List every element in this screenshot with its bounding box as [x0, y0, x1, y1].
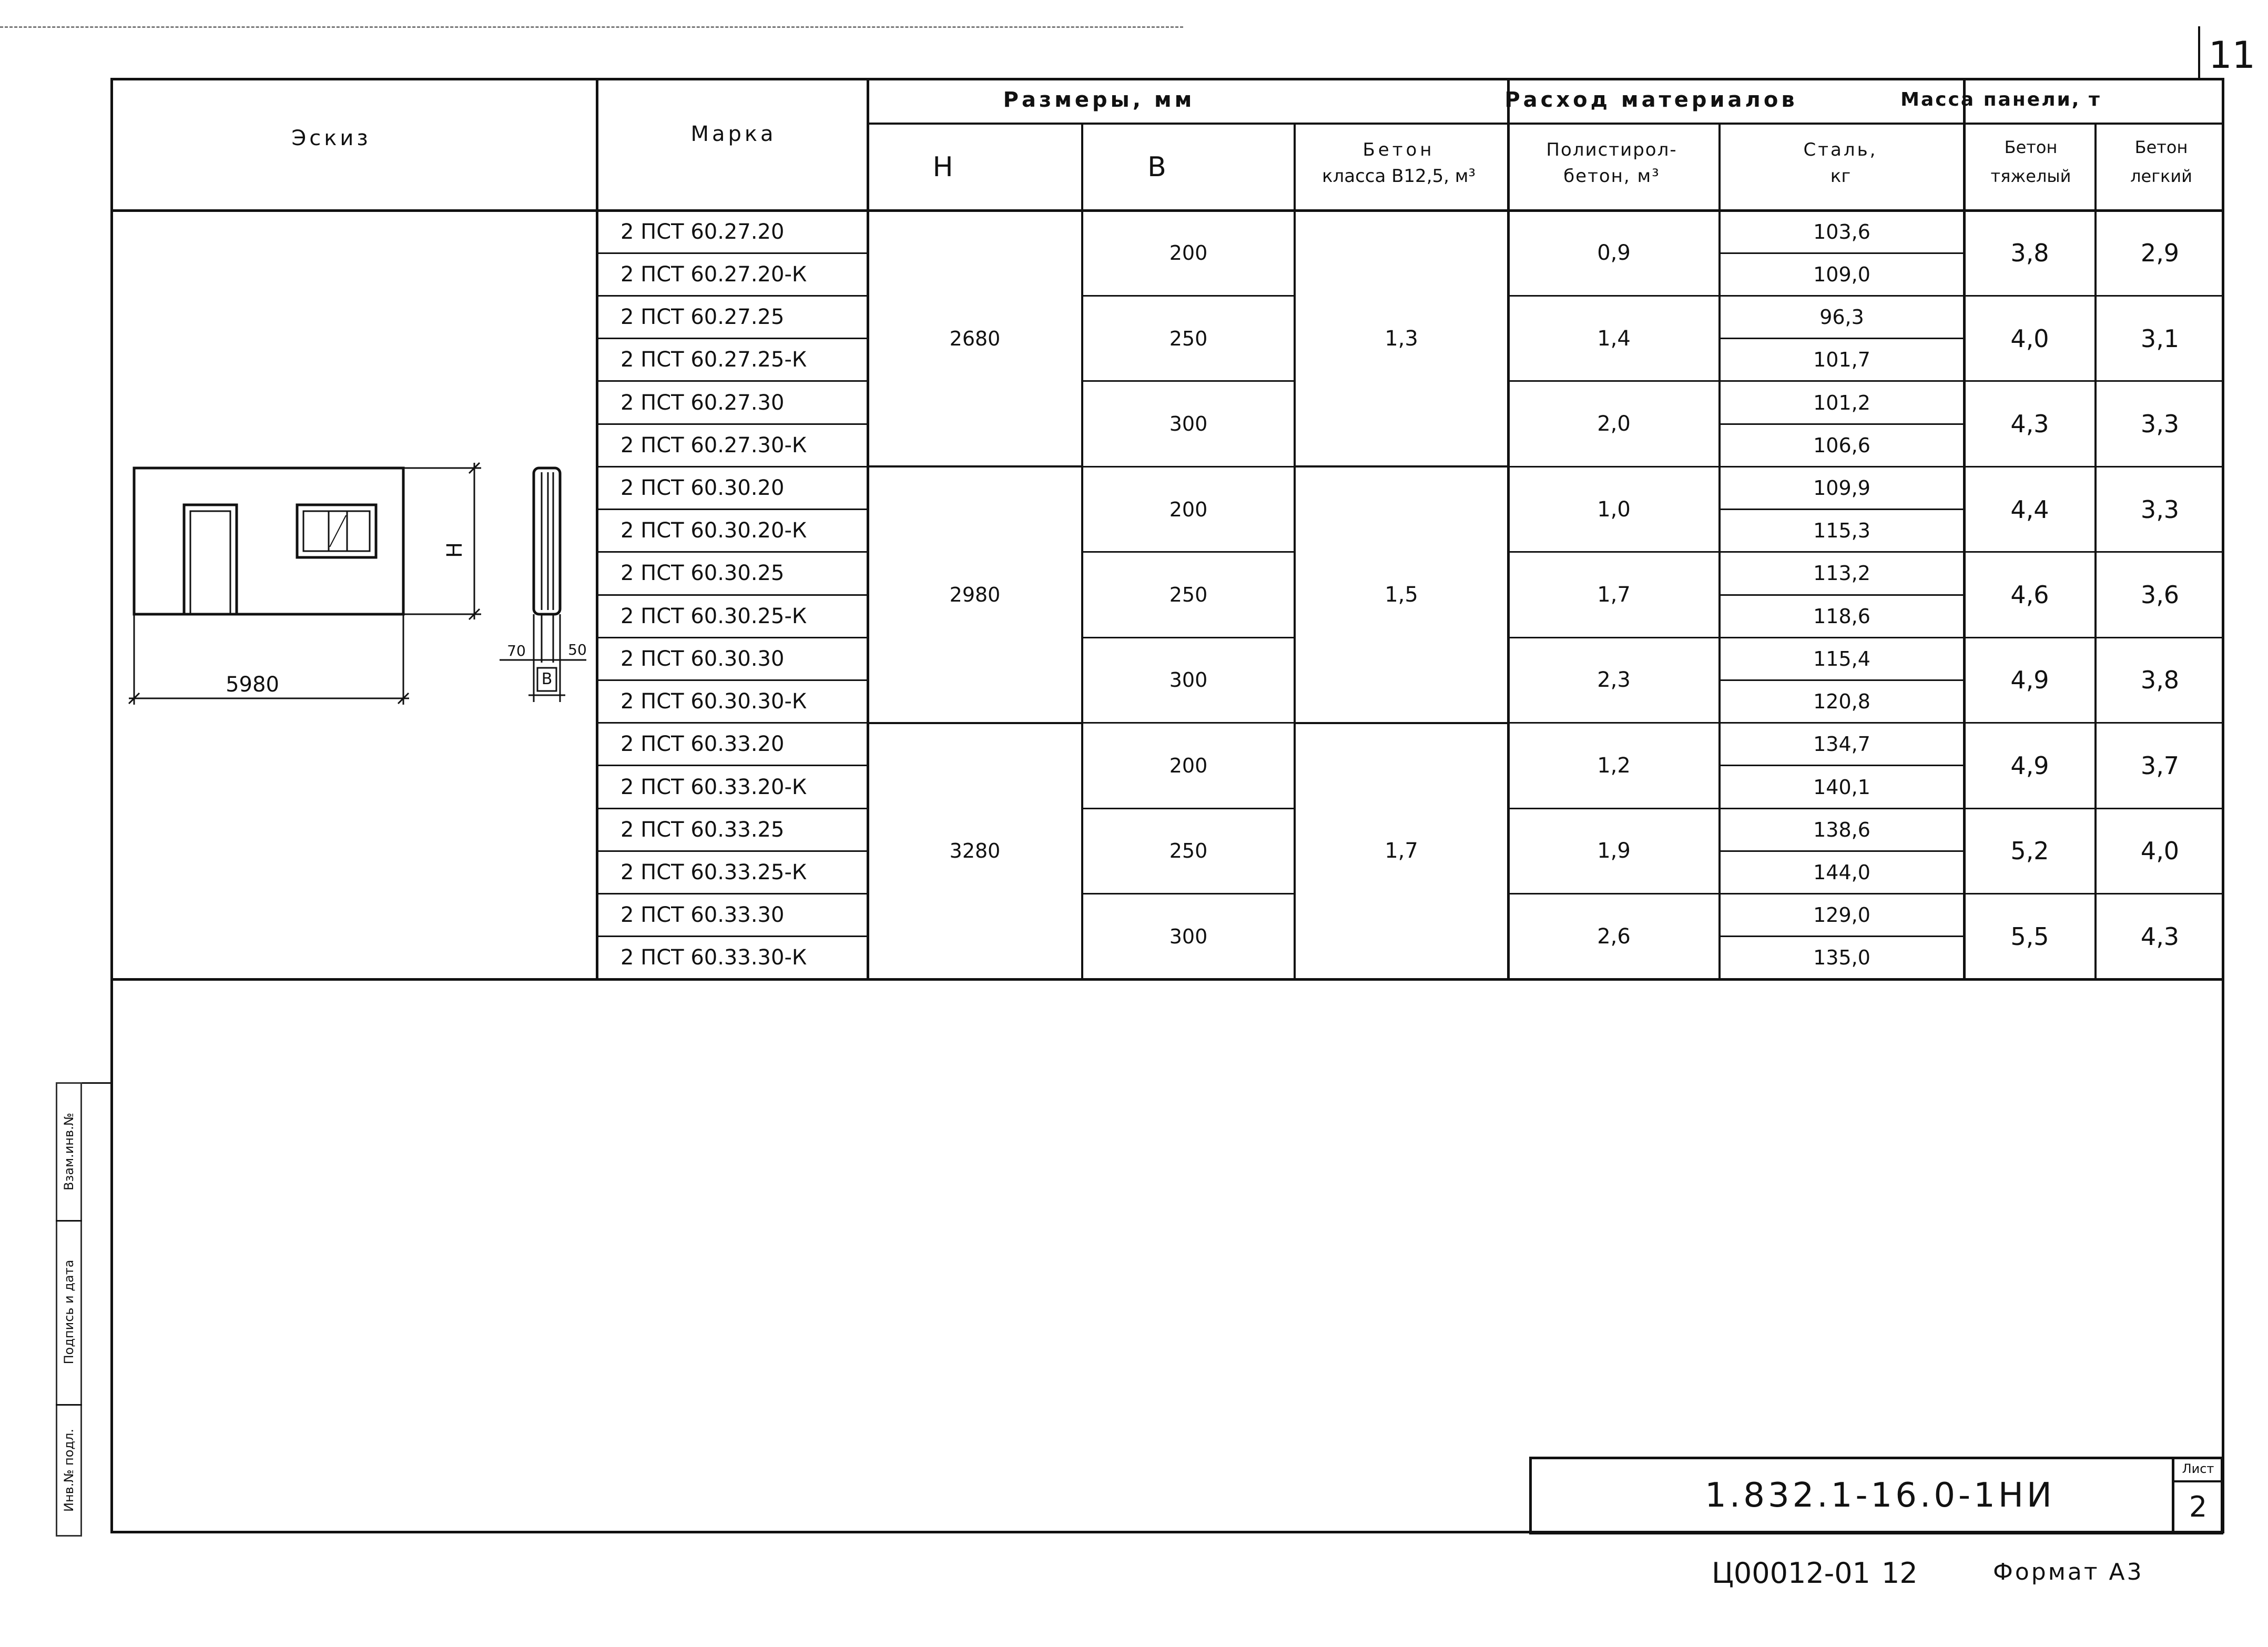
mass-light-cell: 3,1	[2140, 324, 2180, 353]
side-stamp-replace-inv: Взам.инв.№	[62, 1113, 76, 1191]
height-cell: 3280	[949, 839, 1001, 863]
group-line	[1082, 637, 1295, 638]
side-stamp-signature-date: Подпись и дата	[62, 1259, 76, 1365]
window-inner	[303, 511, 370, 551]
sketch-thickness-label: В	[541, 670, 553, 688]
row-line	[1720, 808, 1964, 809]
sheet-corner-number: 11	[2209, 34, 2256, 77]
mark-cell: 2 ПСТ 60.33.20-К	[621, 775, 807, 799]
header-steel-2: кг	[1830, 166, 1851, 187]
mark-cell: 2 ПСТ 60.27.30	[621, 390, 785, 415]
header-light-1: Бетон	[2134, 137, 2188, 157]
header-bottom-line	[110, 209, 2224, 212]
height-cell: 2680	[949, 327, 1001, 350]
row-line	[597, 423, 868, 425]
group-line	[1508, 295, 1720, 297]
mark-cell: 2 ПСТ 60.33.25	[621, 817, 785, 842]
header-consumption: Расход материалов	[1504, 88, 1798, 112]
mark-cell: 2 ПСТ 60.27.20-К	[621, 262, 807, 287]
row-line	[597, 893, 868, 894]
row-line	[1720, 850, 1964, 852]
header-dim-b: В	[1147, 151, 1166, 183]
mass-heavy-cell: 4,9	[2010, 666, 2049, 695]
thickness-cell: 250	[1169, 839, 1208, 863]
paper-format: Формат А3	[1993, 1559, 2144, 1585]
row-line	[597, 637, 868, 638]
row-line	[1720, 679, 1964, 681]
mark-cell: 2 ПСТ 60.27.25	[621, 305, 785, 330]
row-line	[1720, 338, 1964, 339]
steel-cell: 103,6	[1813, 220, 1870, 243]
group-line	[1508, 637, 1720, 638]
row-line	[597, 765, 868, 766]
panel-outline	[134, 468, 403, 614]
row-line	[1720, 509, 1964, 510]
sketch-left-offset: 70	[507, 642, 526, 659]
sketch-right-offset: 50	[568, 641, 587, 658]
steel-cell: 115,4	[1813, 647, 1870, 670]
header-concrete-1: Бетон	[1362, 139, 1435, 160]
steel-cell: 120,8	[1813, 690, 1870, 714]
header-dimensions: Размеры, мм	[1003, 88, 1195, 112]
height-cell: 2980	[949, 583, 1001, 606]
row-line	[597, 679, 868, 681]
polystyrene-cell: 2,3	[1597, 668, 1631, 693]
row-line	[1720, 551, 1964, 553]
steel-cell: 101,7	[1813, 348, 1870, 372]
group-line	[1964, 808, 2224, 809]
mass-heavy-cell: 3,8	[2010, 239, 2049, 268]
column-divider	[1507, 78, 1510, 979]
polystyrene-cell: 1,9	[1597, 839, 1631, 863]
row-line	[1720, 466, 1964, 467]
steel-cell: 109,0	[1813, 262, 1870, 286]
mass-heavy-cell: 5,2	[2010, 837, 2049, 866]
thickness-cell: 200	[1169, 754, 1208, 777]
document-code: 1.832.1-16.0-1НИ	[1705, 1476, 2055, 1515]
mass-heavy-cell: 4,3	[2010, 410, 2049, 439]
mass-light-cell: 4,0	[2140, 837, 2180, 866]
steel-cell: 140,1	[1813, 775, 1870, 799]
table-bottom-line	[110, 978, 2224, 981]
row-line	[597, 722, 868, 724]
header-heavy-2: тяжелый	[1990, 166, 2071, 186]
group-line	[1082, 808, 1295, 809]
row-line	[597, 936, 868, 937]
mark-cell: 2 ПСТ 60.33.30-К	[621, 946, 807, 970]
header-concrete-2: класса В12,5, м³	[1321, 166, 1476, 187]
mass-heavy-cell: 5,5	[2010, 922, 2049, 951]
header-sketch: Эскиз	[291, 126, 371, 150]
group-line	[1082, 380, 1295, 382]
mark-cell: 2 ПСТ 60.33.30	[621, 903, 785, 928]
row-line	[597, 551, 868, 553]
polystyrene-cell: 2,0	[1597, 412, 1631, 436]
mark-cell: 2 ПСТ 60.30.25-К	[621, 604, 807, 628]
group-line	[1082, 551, 1295, 553]
header-mid-line	[868, 123, 2224, 125]
mass-heavy-cell: 4,6	[2010, 581, 2049, 609]
steel-cell: 109,9	[1813, 476, 1870, 500]
group-line	[1964, 466, 2224, 467]
header-heavy-1: Бетон	[2004, 137, 2058, 157]
mass-heavy-cell: 4,4	[2010, 495, 2049, 524]
steel-cell: 101,2	[1813, 391, 1870, 414]
row-line	[1720, 722, 1964, 724]
thickness-cell: 300	[1169, 668, 1208, 692]
thickness-cell: 300	[1169, 412, 1208, 436]
polystyrene-cell: 1,7	[1597, 583, 1631, 607]
mass-light-cell: 3,3	[2140, 495, 2180, 524]
mass-light-cell: 3,8	[2140, 666, 2180, 695]
thickness-cell: 200	[1169, 497, 1208, 521]
corner-divider	[2198, 26, 2200, 79]
mark-cell: 2 ПСТ 60.30.20	[621, 475, 785, 500]
row-line	[597, 338, 868, 339]
group-line	[1508, 466, 1720, 467]
polystyrene-cell: 1,2	[1597, 753, 1631, 778]
group-line	[1082, 722, 1295, 724]
mark-cell: 2 ПСТ 60.30.20-К	[621, 518, 807, 543]
sheet-label: Лист	[2182, 1461, 2214, 1476]
mass-light-cell: 4,3	[2140, 922, 2180, 951]
concrete-cell: 1,5	[1385, 583, 1418, 607]
archive-number: Ц00012-01	[1712, 1557, 1870, 1590]
steel-cell: 144,0	[1813, 860, 1870, 884]
mark-cell: 2 ПСТ 60.27.25-К	[621, 348, 807, 372]
group-line	[1964, 893, 2224, 894]
header-mark: Марка	[690, 122, 777, 146]
polystyrene-cell: 2,6	[1597, 924, 1631, 949]
row-line	[1720, 765, 1964, 766]
sheet-number: 2	[2189, 1490, 2208, 1523]
mark-cell: 2 ПСТ 60.30.25	[621, 561, 785, 586]
polystyrene-cell: 0,9	[1597, 241, 1631, 266]
mark-cell: 2 ПСТ 60.30.30-К	[621, 689, 807, 714]
polystyrene-cell: 1,4	[1597, 326, 1631, 351]
row-line	[597, 466, 868, 467]
big-group-line	[1295, 722, 1508, 724]
mark-cell: 2 ПСТ 60.33.20	[621, 732, 785, 757]
header-polystyrene-2: бетон, м³	[1563, 166, 1660, 187]
group-line	[1964, 722, 2224, 724]
header-polystyrene-1: Полистирол-	[1546, 139, 1677, 160]
steel-cell: 96,3	[1819, 306, 1864, 329]
header-panel-mass: Масса панели, т	[1900, 89, 2101, 110]
row-line	[597, 808, 868, 809]
group-line	[1082, 466, 1295, 467]
mass-light-cell: 3,3	[2140, 410, 2180, 439]
group-line	[1964, 551, 2224, 553]
thickness-cell: 200	[1169, 241, 1208, 265]
row-line	[597, 594, 868, 596]
steel-cell: 115,3	[1813, 519, 1870, 543]
concrete-cell: 1,7	[1385, 839, 1418, 863]
row-line	[597, 252, 868, 254]
mass-heavy-cell: 4,9	[2010, 751, 2049, 780]
mark-cell: 2 ПСТ 60.27.20	[621, 219, 785, 244]
column-divider	[1963, 78, 1966, 979]
group-line	[1082, 295, 1295, 297]
concrete-cell: 1,3	[1385, 326, 1418, 351]
row-line	[597, 509, 868, 510]
row-line	[1720, 594, 1964, 596]
polystyrene-cell: 1,0	[1597, 497, 1631, 522]
group-line	[1508, 808, 1720, 809]
steel-cell: 129,0	[1813, 903, 1870, 927]
mark-cell: 2 ПСТ 60.33.25-К	[621, 860, 807, 884]
group-line	[1964, 295, 2224, 297]
header-steel-1: Сталь,	[1803, 139, 1878, 160]
mass-light-cell: 2,9	[2140, 239, 2180, 268]
row-line	[1720, 295, 1964, 297]
steel-cell: 118,6	[1813, 604, 1870, 628]
group-line	[1508, 893, 1720, 894]
group-line	[1082, 893, 1295, 894]
top-dashed-line	[0, 26, 1183, 28]
row-line	[1720, 423, 1964, 425]
row-line	[1720, 936, 1964, 937]
header-dim-h: Н	[932, 151, 953, 183]
group-line	[1508, 551, 1720, 553]
row-line	[597, 850, 868, 852]
group-line	[1508, 380, 1720, 382]
steel-cell: 113,2	[1813, 562, 1870, 585]
row-line	[1720, 380, 1964, 382]
group-line	[1964, 637, 2224, 638]
thickness-cell: 300	[1169, 924, 1208, 948]
row-line	[1720, 637, 1964, 638]
big-group-line	[868, 465, 1082, 467]
door-outline	[184, 505, 237, 614]
row-line	[1720, 893, 1964, 894]
mass-light-cell: 3,7	[2140, 751, 2180, 780]
row-line	[597, 295, 868, 297]
thickness-cell: 250	[1169, 583, 1208, 606]
mark-cell: 2 ПСТ 60.30.30	[621, 646, 785, 671]
big-group-line	[868, 722, 1082, 724]
door-inner	[190, 511, 230, 614]
steel-cell: 106,6	[1813, 433, 1870, 457]
sketch-height-label: Н	[443, 542, 467, 558]
mass-heavy-cell: 4,0	[2010, 324, 2049, 353]
steel-cell: 135,0	[1813, 946, 1870, 970]
sketch-length-label: 5980	[226, 673, 279, 697]
row-line	[1720, 252, 1964, 254]
group-line	[1508, 722, 1720, 724]
header-light-2: легкий	[2130, 166, 2192, 186]
steel-cell: 134,7	[1813, 733, 1870, 756]
group-line	[1964, 380, 2224, 382]
mark-cell: 2 ПСТ 60.27.30-К	[621, 433, 807, 458]
steel-cell: 138,6	[1813, 818, 1870, 841]
thickness-cell: 250	[1169, 327, 1208, 350]
mass-light-cell: 3,6	[2140, 581, 2180, 609]
window-outline	[297, 505, 376, 557]
side-stamp-original-inv: Инв.№ подл.	[62, 1429, 76, 1512]
row-line	[597, 380, 868, 382]
panel-section	[534, 468, 560, 614]
column-divider	[867, 78, 869, 979]
big-group-line	[1295, 465, 1508, 467]
footer-page: 12	[1881, 1557, 1918, 1590]
